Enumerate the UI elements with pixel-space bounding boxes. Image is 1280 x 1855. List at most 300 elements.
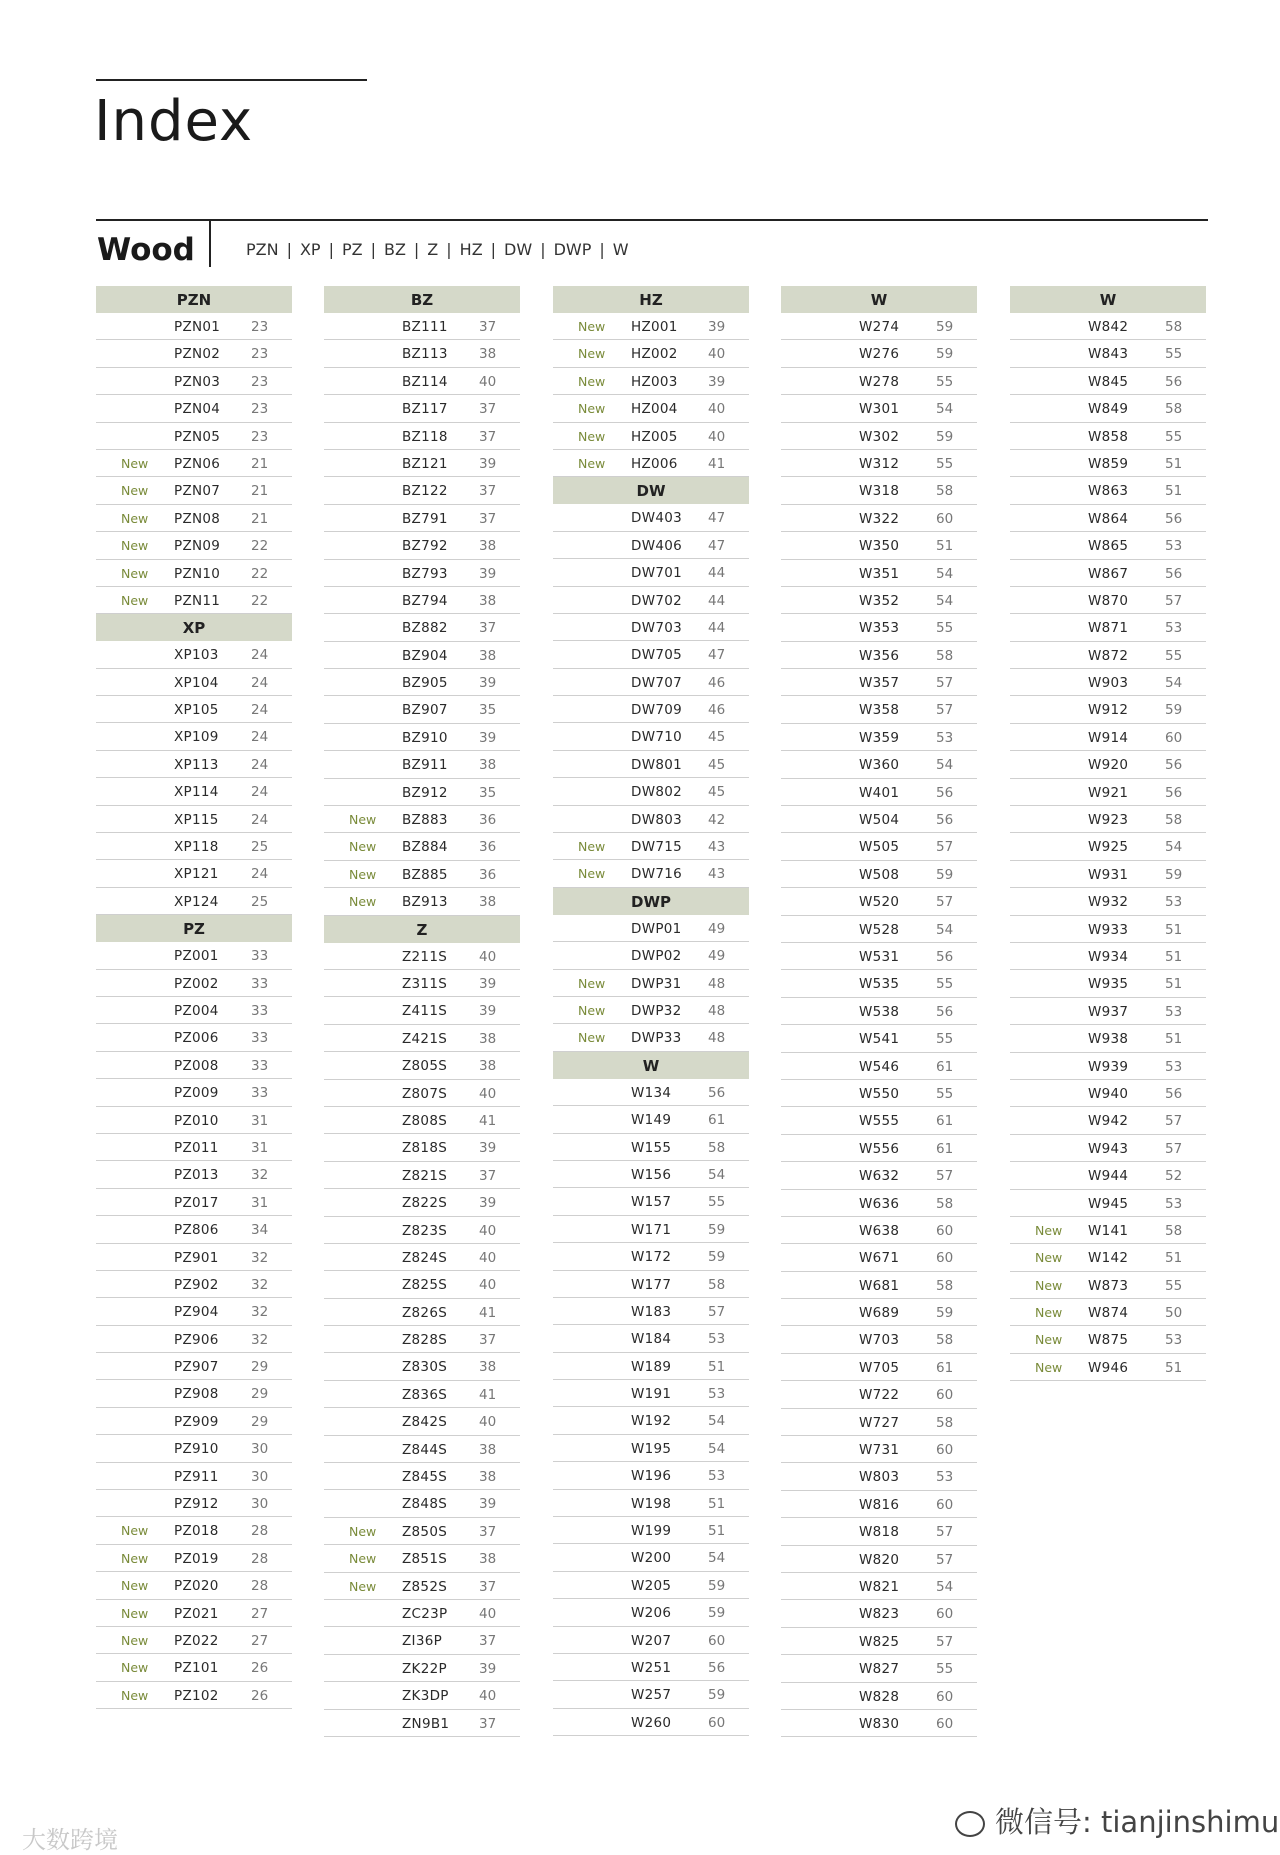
section-nav	[246, 238, 629, 262]
product-code: Z830S	[402, 1359, 448, 1376]
product-code: W946	[1088, 1359, 1129, 1376]
product-code: BZ122	[402, 483, 448, 500]
group-header: PZ	[96, 915, 292, 942]
page-number: 54	[708, 1413, 726, 1430]
index-row	[1010, 779, 1206, 806]
product-code: W845	[1088, 373, 1129, 390]
index-row	[96, 1161, 292, 1188]
index-row	[324, 1463, 520, 1490]
page-number: 54	[936, 565, 954, 582]
page-number: 45	[708, 756, 726, 773]
product-code: W360	[859, 757, 900, 774]
index-row	[324, 861, 520, 888]
page-number: 36	[479, 839, 497, 856]
product-code: PZ101	[174, 1660, 219, 1677]
index-row	[553, 1462, 749, 1489]
product-code: PZ017	[174, 1194, 219, 1211]
product-code: PZN04	[174, 401, 221, 418]
page-number: 49	[708, 948, 726, 965]
index-row	[781, 368, 977, 395]
index-row	[553, 1681, 749, 1708]
page-number: 47	[708, 510, 726, 527]
index-row	[324, 751, 520, 778]
product-code: W556	[859, 1140, 900, 1157]
page-number: 59	[936, 428, 954, 445]
new-badge: New	[121, 1578, 149, 1594]
page-number: 57	[936, 1551, 954, 1568]
product-code: Z824S	[402, 1249, 448, 1266]
page-number: 35	[479, 702, 497, 719]
index-row	[96, 505, 292, 532]
index-row	[1010, 970, 1206, 997]
page-number: 53	[1165, 1195, 1183, 1212]
product-code: BZ791	[402, 510, 448, 527]
product-code: W350	[859, 538, 900, 555]
product-code: BZ121	[402, 455, 448, 472]
index-row	[1010, 943, 1206, 970]
product-code: ZC23P	[402, 1605, 448, 1622]
product-code: W828	[859, 1688, 900, 1705]
index-row	[96, 970, 292, 997]
page-number: 37	[479, 1523, 497, 1540]
product-code: BZ910	[402, 729, 448, 746]
index-row	[324, 1381, 520, 1408]
product-code: Z851S	[402, 1551, 448, 1568]
index-row	[781, 1354, 977, 1381]
page-number: 28	[251, 1550, 269, 1567]
index-row	[1010, 642, 1206, 669]
new-badge: New	[349, 839, 377, 855]
page-number: 51	[1165, 921, 1183, 938]
page-number: 39	[479, 1496, 497, 1513]
new-badge: New	[349, 1551, 377, 1567]
page-number: 42	[708, 811, 726, 828]
index-row	[96, 1435, 292, 1462]
group-header: PZN	[96, 286, 292, 313]
page-number: 56	[1165, 784, 1183, 801]
page-number: 58	[936, 1414, 954, 1431]
index-row	[324, 1299, 520, 1326]
section-divider	[209, 221, 211, 267]
product-code: W912	[1088, 702, 1129, 719]
page-number: 58	[708, 1276, 726, 1293]
product-code: DW709	[631, 702, 683, 719]
page-number: 60	[936, 1387, 954, 1404]
index-row	[553, 1079, 749, 1106]
group-header: W	[781, 286, 977, 313]
new-badge: New	[1035, 1332, 1063, 1348]
product-code: DW715	[631, 839, 683, 856]
page-number: 54	[936, 757, 954, 774]
product-code: PZN03	[174, 373, 221, 390]
index-row	[781, 1162, 977, 1189]
page-number: 55	[1165, 346, 1183, 363]
product-code: W827	[859, 1661, 900, 1678]
page-number: 53	[936, 1469, 954, 1486]
new-badge: New	[349, 894, 377, 910]
index-row	[781, 1135, 977, 1162]
product-code: DW701	[631, 565, 683, 582]
new-badge: New	[1035, 1305, 1063, 1321]
product-code: W849	[1088, 401, 1129, 418]
product-code: W942	[1088, 1113, 1129, 1130]
index-row	[553, 778, 749, 805]
index-row	[1010, 1080, 1206, 1107]
product-code: W921	[1088, 784, 1129, 801]
page-number: 32	[251, 1304, 269, 1321]
page-number: 27	[251, 1632, 269, 1649]
product-code: HZ004	[631, 401, 678, 418]
page-number: 51	[1165, 1250, 1183, 1267]
index-row	[553, 368, 749, 395]
product-code: BZ885	[402, 866, 448, 883]
product-code: W301	[859, 401, 900, 418]
index-row	[1010, 1190, 1206, 1217]
group-header: HZ	[553, 286, 749, 313]
product-code: W546	[859, 1058, 900, 1075]
index-row	[781, 779, 977, 806]
index-row	[96, 423, 292, 450]
page-number: 41	[708, 455, 726, 472]
page-number: 38	[479, 1359, 497, 1376]
page-number: 56	[1165, 373, 1183, 390]
group-header: W	[553, 1052, 749, 1079]
index-row	[553, 696, 749, 723]
index-row	[1010, 450, 1206, 477]
product-code: W816	[859, 1496, 900, 1513]
page-number: 32	[251, 1276, 269, 1293]
index-row	[553, 1544, 749, 1571]
nav-separator: |	[599, 240, 605, 259]
product-code: DW705	[631, 647, 683, 664]
nav-separator: |	[286, 240, 292, 259]
page-number: 39	[479, 1003, 497, 1020]
page-number: 61	[936, 1113, 954, 1130]
index-row	[96, 1572, 292, 1599]
product-code: Z821S	[402, 1167, 448, 1184]
page-number: 59	[936, 866, 954, 883]
page-number: 53	[936, 729, 954, 746]
index-row	[781, 1190, 977, 1217]
index-row	[324, 642, 520, 669]
product-code: BZ118	[402, 428, 448, 445]
page-number: 57	[936, 839, 954, 856]
page-number: 22	[251, 565, 269, 582]
top-rule	[96, 79, 367, 81]
product-code: W189	[631, 1358, 672, 1375]
index-row	[781, 1080, 977, 1107]
product-code: PZ906	[174, 1331, 219, 1348]
product-code: W205	[631, 1577, 672, 1594]
index-row	[553, 587, 749, 614]
index-row	[96, 450, 292, 477]
page-number: 57	[936, 894, 954, 911]
group-header: BZ	[324, 286, 520, 313]
index-row	[1010, 1025, 1206, 1052]
index-row	[781, 1463, 977, 1490]
page-number: 23	[251, 401, 269, 418]
index-row	[96, 778, 292, 805]
page-number: 38	[479, 647, 497, 664]
product-code: W914	[1088, 729, 1129, 746]
page-number: 53	[1165, 620, 1183, 637]
page-number: 40	[479, 1688, 497, 1705]
product-code: BZ904	[402, 647, 448, 664]
product-code: BZ113	[402, 346, 448, 363]
index-row	[96, 368, 292, 395]
page-number: 22	[251, 592, 269, 609]
product-code: PZ008	[174, 1057, 219, 1074]
page-number: 24	[251, 729, 269, 746]
page-number: 40	[708, 401, 726, 418]
page-number: 28	[251, 1578, 269, 1595]
index-row	[553, 1243, 749, 1270]
product-code: BZ794	[402, 592, 448, 609]
new-badge: New	[1035, 1277, 1063, 1293]
index-row	[96, 395, 292, 422]
product-code: W863	[1088, 483, 1129, 500]
page-number: 44	[708, 565, 726, 582]
index-row	[324, 1682, 520, 1709]
index-row	[781, 1683, 977, 1710]
new-badge: New	[121, 1605, 149, 1621]
new-badge: New	[349, 866, 377, 882]
product-code: XP103	[174, 647, 219, 664]
index-row	[96, 1353, 292, 1380]
page-number: 57	[936, 702, 954, 719]
product-code: HZ005	[631, 428, 678, 445]
product-code: PZ910	[174, 1441, 219, 1458]
product-code: W276	[859, 346, 900, 363]
page-number: 54	[708, 1550, 726, 1567]
page-number: 33	[251, 1057, 269, 1074]
index-row	[96, 1298, 292, 1325]
nav-separator: |	[446, 240, 452, 259]
group-header: DW	[553, 477, 749, 504]
product-code: DW702	[631, 592, 683, 609]
index-row	[553, 1353, 749, 1380]
product-code: W177	[631, 1276, 672, 1293]
page-number: 25	[251, 893, 269, 910]
product-code: BZ114	[402, 373, 448, 390]
product-code: W555	[859, 1113, 900, 1130]
index-row	[781, 395, 977, 422]
index-row	[96, 833, 292, 860]
page-number: 58	[1165, 401, 1183, 418]
product-code: W939	[1088, 1058, 1129, 1075]
index-row	[553, 504, 749, 531]
product-code: W859	[1088, 455, 1129, 472]
index-row	[96, 1134, 292, 1161]
index-row	[96, 560, 292, 587]
page-number: 38	[479, 1469, 497, 1486]
product-code: PZ001	[174, 948, 219, 965]
page-number: 51	[1165, 976, 1183, 993]
index-row	[324, 1655, 520, 1682]
index-row	[324, 532, 520, 559]
index-row	[553, 1106, 749, 1133]
product-code: W274	[859, 319, 900, 335]
product-code: PZ022	[174, 1632, 219, 1649]
page-number: 57	[936, 675, 954, 692]
new-badge: New	[578, 401, 606, 417]
product-code: W356	[859, 647, 900, 664]
index-row	[96, 1408, 292, 1435]
index-column	[96, 286, 292, 1709]
page-number: 24	[251, 674, 269, 691]
page-number: 39	[479, 1140, 497, 1157]
product-code: Z828S	[402, 1332, 448, 1349]
product-code: W541	[859, 1031, 900, 1048]
product-code: W172	[631, 1249, 672, 1266]
product-code: W318	[859, 483, 900, 500]
product-code: W538	[859, 1003, 900, 1020]
new-badge: New	[578, 839, 606, 855]
product-code: BZ883	[402, 812, 448, 829]
product-code: ZN9B1	[402, 1715, 450, 1732]
page-number: 56	[936, 812, 954, 829]
product-code: W358	[859, 702, 900, 719]
index-row	[1010, 696, 1206, 723]
index-row	[781, 1628, 977, 1655]
product-code: W872	[1088, 647, 1129, 664]
index-row	[553, 395, 749, 422]
index-row	[1010, 532, 1206, 559]
product-code: PZ912	[174, 1496, 219, 1513]
page-number: 54	[708, 1440, 726, 1457]
product-code: DW801	[631, 756, 683, 773]
index-row	[781, 642, 977, 669]
nav-item-dw: DW	[504, 240, 533, 259]
index-row	[324, 1545, 520, 1572]
page-number: 45	[708, 729, 726, 746]
index-row	[96, 1216, 292, 1243]
page-number: 40	[479, 1085, 497, 1102]
nav-item-bz: BZ	[383, 240, 406, 259]
index-row	[96, 1600, 292, 1627]
product-code: W157	[631, 1194, 672, 1211]
product-code: Z421S	[402, 1030, 448, 1047]
section-title: Wood	[97, 232, 195, 268]
page-title: Index	[94, 89, 254, 154]
page-number: 59	[708, 1605, 726, 1622]
index-row	[324, 614, 520, 641]
index-row	[1010, 587, 1206, 614]
page-number: 37	[479, 428, 497, 445]
section-rule	[96, 219, 1208, 221]
index-row	[96, 860, 292, 887]
page-number: 61	[936, 1058, 954, 1075]
page-number: 51	[708, 1358, 726, 1375]
index-row	[324, 1080, 520, 1107]
nav-item-z: Z	[427, 240, 439, 259]
page-number: 24	[251, 647, 269, 664]
page-number: 54	[936, 592, 954, 609]
index-row	[96, 313, 292, 340]
page-number: 40	[479, 1249, 497, 1266]
index-row	[553, 614, 749, 641]
index-row	[324, 1710, 520, 1737]
page-number: 60	[936, 1442, 954, 1459]
page-number: 55	[936, 1085, 954, 1102]
index-row	[781, 1326, 977, 1353]
product-code: PZ908	[174, 1386, 219, 1403]
group-header: DWP	[553, 888, 749, 915]
index-row	[1010, 669, 1206, 696]
index-row	[781, 1272, 977, 1299]
product-code: HZ001	[631, 319, 678, 335]
new-badge: New	[121, 1632, 149, 1648]
index-row	[781, 423, 977, 450]
nav-separator: |	[328, 240, 334, 259]
page-number: 59	[1165, 866, 1183, 883]
index-row	[96, 1517, 292, 1544]
page-number: 58	[936, 1277, 954, 1294]
new-badge: New	[121, 483, 149, 499]
index-row	[96, 751, 292, 778]
product-code: W156	[631, 1166, 672, 1183]
product-code: BZ907	[402, 702, 448, 719]
index-row	[781, 1710, 977, 1737]
page-number: 40	[708, 428, 726, 445]
index-row	[324, 1025, 520, 1052]
page-number: 59	[936, 319, 954, 335]
new-badge: New	[1035, 1250, 1063, 1266]
product-code: W925	[1088, 839, 1129, 856]
index-row	[1010, 1244, 1206, 1271]
index-row	[781, 806, 977, 833]
product-code: W638	[859, 1222, 900, 1239]
page-number: 44	[708, 619, 726, 636]
index-row	[553, 1627, 749, 1654]
page-number: 40	[479, 1414, 497, 1431]
index-row	[553, 970, 749, 997]
page-number: 39	[479, 975, 497, 992]
new-badge: New	[121, 1523, 149, 1539]
product-code: BZ905	[402, 675, 448, 692]
product-code: DW716	[631, 866, 683, 883]
page-number: 59	[936, 346, 954, 363]
product-code: W528	[859, 921, 900, 938]
index-row	[1010, 340, 1206, 367]
product-code: W183	[631, 1303, 672, 1320]
product-code: DWP02	[631, 948, 682, 965]
product-code: W932	[1088, 894, 1129, 911]
page-number: 53	[1165, 894, 1183, 911]
index-row	[324, 888, 520, 915]
product-code: W903	[1088, 675, 1129, 692]
page-number: 58	[1165, 319, 1183, 335]
index-row	[781, 861, 977, 888]
page-number: 39	[479, 455, 497, 472]
index-row	[781, 998, 977, 1025]
index-row	[553, 942, 749, 969]
index-row	[1010, 560, 1206, 587]
new-badge: New	[349, 1578, 377, 1594]
product-code: W184	[631, 1331, 672, 1348]
index-row	[781, 532, 977, 559]
page-number: 59	[708, 1221, 726, 1238]
product-code: PZ013	[174, 1167, 219, 1184]
page-number: 24	[251, 811, 269, 828]
product-code: PZ904	[174, 1304, 219, 1321]
index-row	[324, 1052, 520, 1079]
page-number: 60	[708, 1632, 726, 1649]
page-number: 55	[1165, 428, 1183, 445]
index-row	[781, 313, 977, 340]
product-code: Z842S	[402, 1414, 448, 1431]
index-row	[1010, 477, 1206, 504]
